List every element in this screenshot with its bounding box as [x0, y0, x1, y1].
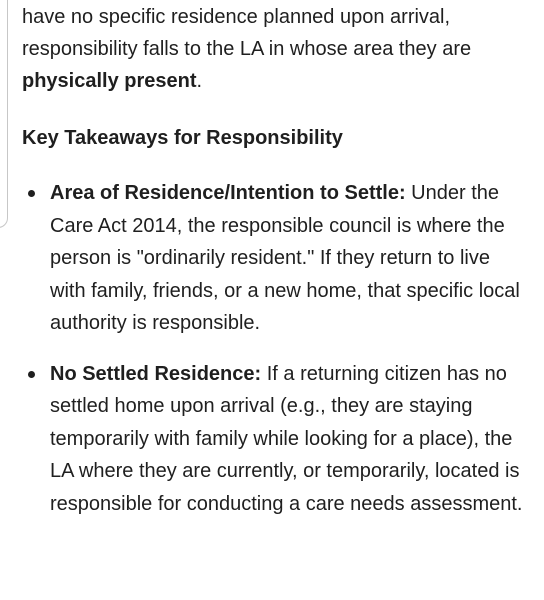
list-item	[22, 358, 528, 521]
intro-paragraph	[22, 1, 528, 97]
left-panel-edge	[0, 0, 8, 228]
bullet-dot-icon	[28, 190, 35, 197]
section-heading: Key Takeaways for Responsibility	[22, 127, 343, 149]
takeaways-list	[22, 177, 528, 520]
bullet-label: Area of Residence/Intention to Settle:	[50, 182, 406, 204]
list-item	[22, 177, 528, 340]
bullet-text: Under the Care Act 2014, the responsible council is where the person is "ordinarily resident." If they return to live with family, friends, or a new home, that specific local authority is responsible.	[50, 182, 520, 334]
response-content	[22, 0, 528, 538]
bullet-text: If a returning citizen has no settled home upon arrival (e.g., they are staying temporarily with family while looking for a place), the LA where they are currently, or temporarily, located is responsible for conducting a care needs assessment.	[50, 362, 523, 515]
bullet-dot-icon	[28, 371, 35, 378]
paragraph-end: .	[196, 70, 203, 92]
paragraph-bold-text: physically present	[22, 70, 197, 92]
bullet-label: No Settled Residence:	[50, 362, 262, 385]
paragraph-text: have no specific residence planned upon arrival, responsibility falls to the LA in whose area they are	[22, 6, 472, 60]
